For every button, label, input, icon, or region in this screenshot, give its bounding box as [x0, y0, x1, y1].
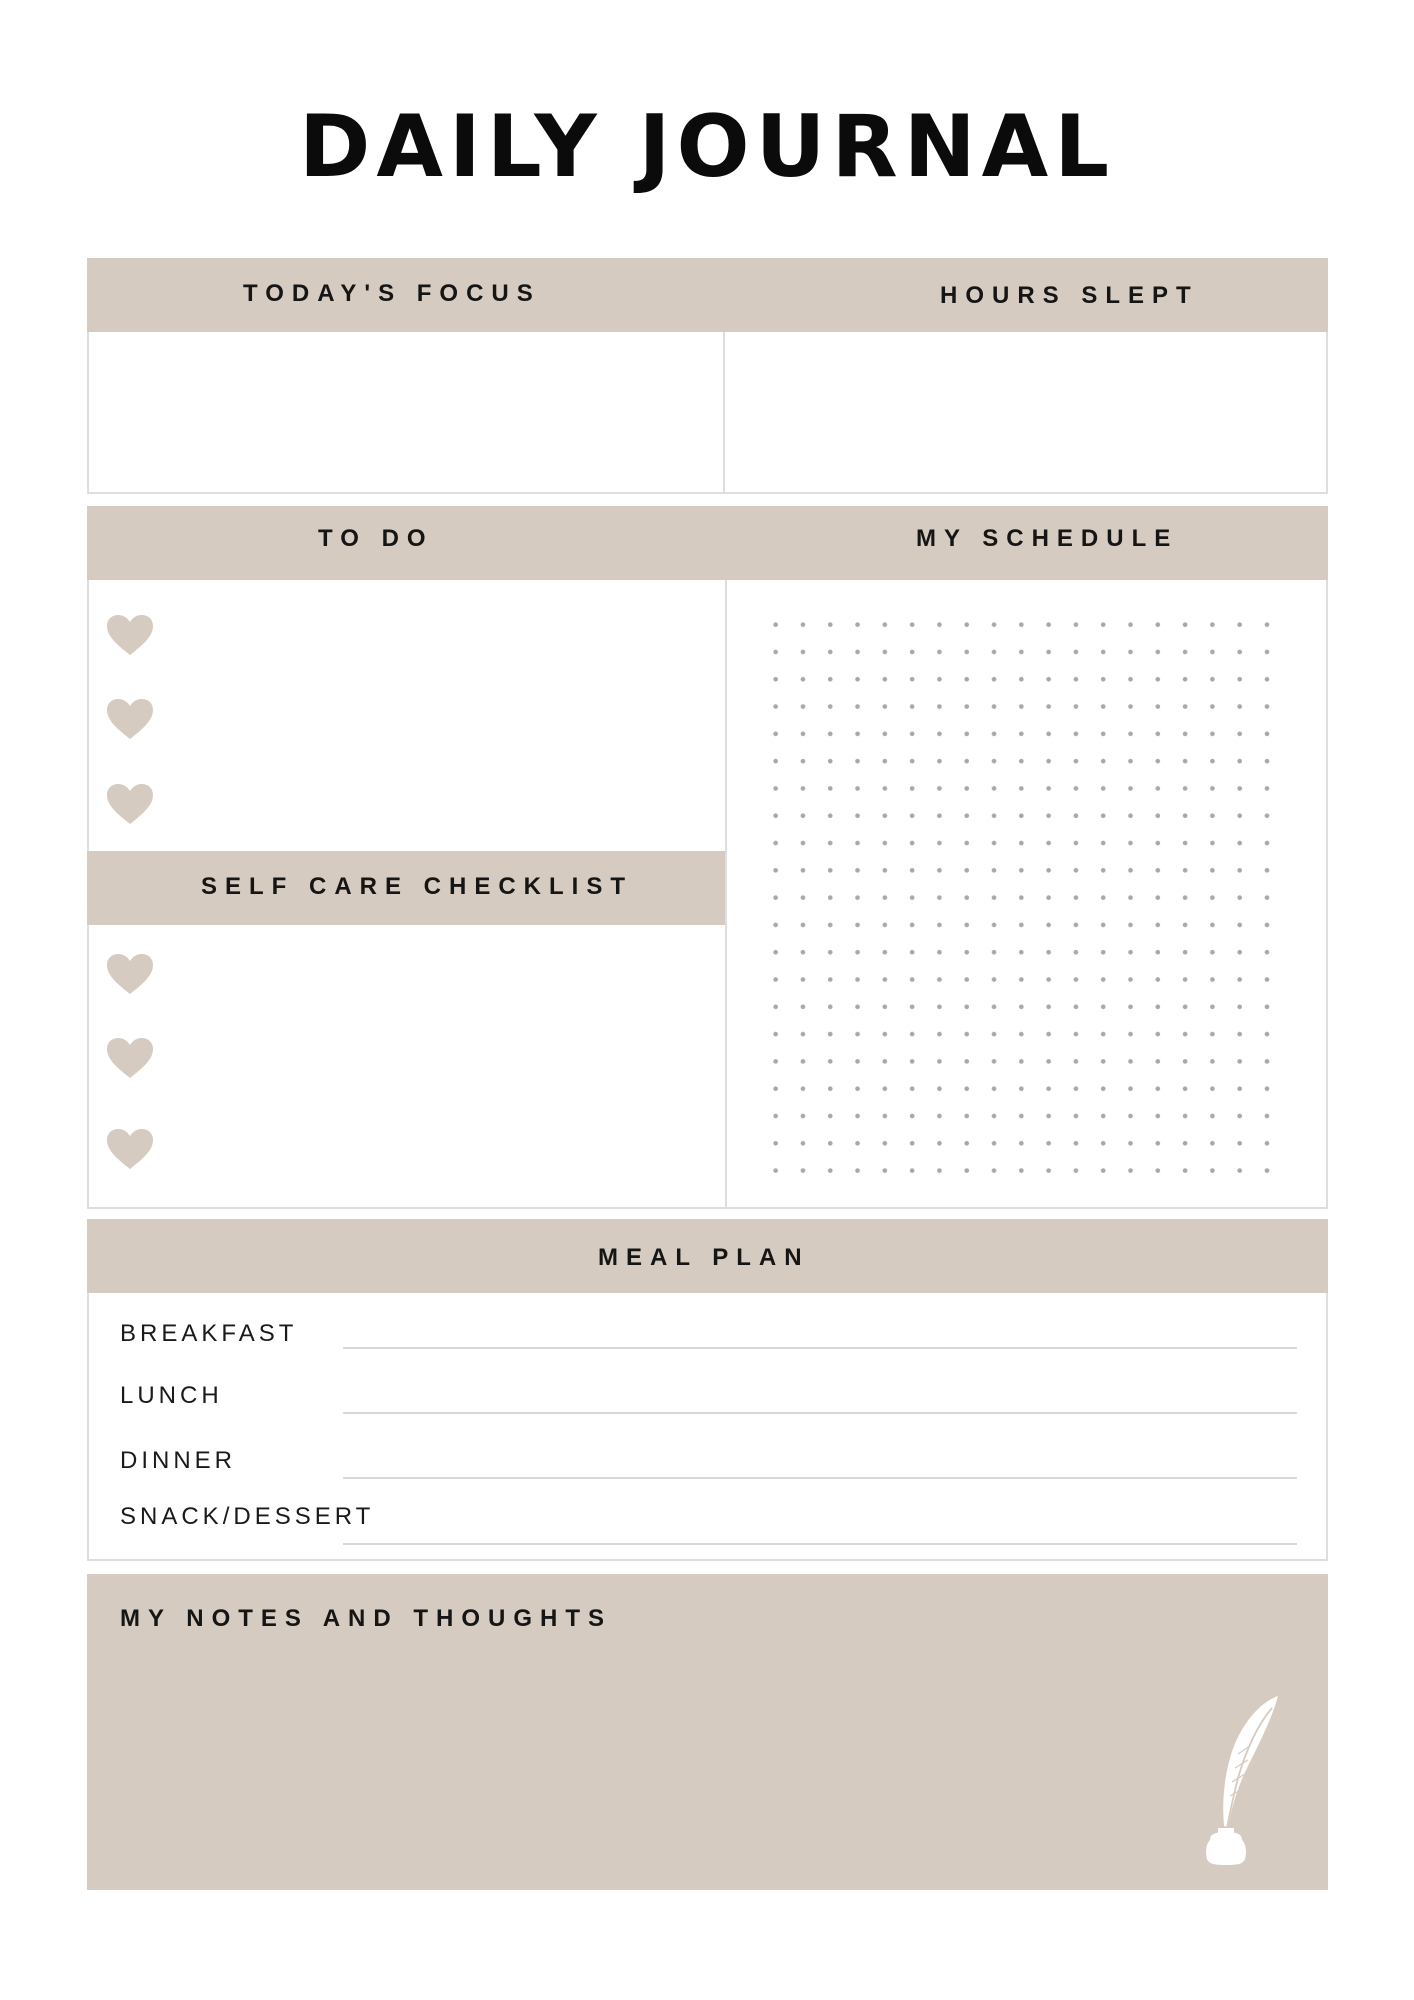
meal-label-breakfast: BREAKFAST — [120, 1320, 298, 1347]
self-care-heading: SELF CARE CHECKLIST — [201, 873, 634, 900]
self-care-item-3-heart-icon[interactable] — [106, 1128, 154, 1170]
my-schedule-heading: MY SCHEDULE — [916, 525, 1179, 552]
hours-slept-field[interactable] — [727, 334, 1326, 492]
meal-label-lunch: LUNCH — [120, 1382, 223, 1409]
todo-item-2-heart-icon[interactable] — [106, 698, 154, 740]
focus-sleep-divider — [723, 332, 725, 494]
todays-focus-heading: TODAY'S FOCUS — [243, 280, 541, 307]
todo-item-3-heart-icon[interactable] — [106, 783, 154, 825]
self-care-item-2-heart-icon[interactable] — [106, 1037, 154, 1079]
meal-label-snack-dessert: SNACK/DESSERT — [120, 1503, 375, 1530]
meal-plan-heading: MEAL PLAN — [598, 1244, 810, 1271]
snack-dessert-line[interactable] — [343, 1543, 1297, 1545]
hours-slept-heading: HOURS SLEPT — [940, 282, 1199, 309]
lunch-line[interactable] — [343, 1412, 1297, 1414]
page-title: DAILY JOURNAL — [298, 97, 1116, 197]
schedule-dot-grid[interactable] — [762, 611, 1292, 1177]
to-do-heading: TO DO — [318, 525, 434, 552]
dinner-line[interactable] — [343, 1477, 1297, 1479]
todo-schedule-divider — [725, 580, 727, 1209]
self-care-item-1-heart-icon[interactable] — [106, 953, 154, 995]
notes-heading: MY NOTES AND THOUGHTS — [120, 1605, 613, 1632]
todays-focus-field[interactable] — [89, 334, 721, 492]
meal-label-dinner: DINNER — [120, 1447, 237, 1474]
quill-inkwell-icon — [1198, 1694, 1280, 1866]
breakfast-line[interactable] — [343, 1347, 1297, 1349]
todo-item-1-heart-icon[interactable] — [106, 614, 154, 656]
